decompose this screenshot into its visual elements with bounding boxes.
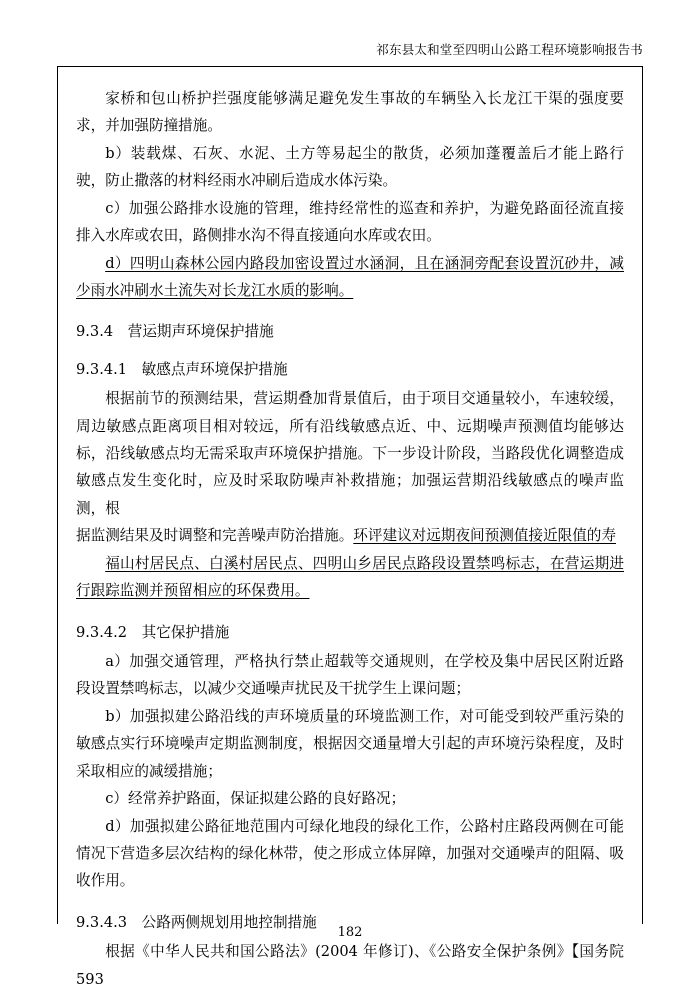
list-item-9-3-4-2-d: d）加强拟建公路征地范围内可绿化地段的绿化工作，公路村庄路段两侧在可能情况下营造多层次结构的绿化林带，使之形成立体屏障，加强对交通噪声的阻隔、吸收作用。 bbox=[76, 817, 624, 890]
heading-9-3-4-3: 9.3.4.3 公路两侧规划用地控制措施 bbox=[76, 913, 317, 931]
paragraph-continued: 家桥和包山桥护拦强度能够满足避免发生事故的车辆坠入长龙江干渠的强度要求，并加强防撞措施。 bbox=[76, 90, 624, 135]
paragraph-9-3-4-1-part2-plain: 据监测结果及时调整和完善噪声防治措施。 bbox=[76, 527, 354, 545]
list-item-b: b）装载煤、石灰、水泥、土方等易起尘的散货，必须加蓬覆盖后才能上路行驶，防止撒落的材料经雨水冲刷后造成水体污染。 bbox=[76, 144, 624, 190]
heading-9-3-4-2: 9.3.4.2 其它保护措施 bbox=[76, 623, 230, 641]
list-item-9-3-4-2-a: a）加强交通管理，严格执行禁止超载等交通规则，在学校及集中居民区附近路段设置禁鸣标志，以减少交通噪声扰民及干扰学生上课问题； bbox=[76, 653, 624, 698]
paragraph-9-3-4-1 bbox=[76, 385, 624, 604]
page-header: 祁东县太和堂至四明山公路工程环境影响报告书 bbox=[376, 42, 643, 57]
paragraph-9-3-4-1-part3-underlined: 福山村居民点、白溪村居民点、四明山乡居民点路段设置禁鸣标志，在营运期进行跟踪监测并预留相应的环保费用。 bbox=[76, 554, 624, 600]
page-content bbox=[76, 85, 624, 990]
heading-9-3-4: 9.3.4 营运期声环境保护措施 bbox=[76, 323, 274, 341]
page-footer: 182 bbox=[337, 925, 363, 940]
paragraph-9-3-4-1-part1: 根据前节的预测结果，营运期叠加背景值后，由于项目交通量较小，车速较缓，周边敏感点距离项目相对较远，所有沿线敏感点近、中、远期噪声预测值均能够达标，沿线敏感点均无需采取声环境保护措施。下一步设计阶段，当路段优化调整造成敏感点发生变化时，应及时采取防噪声补救措施；加强运营期沿线敏感点的噪声监测，根 bbox=[76, 390, 624, 517]
paragraph-9-3-4-3: 根据《中华人民共和国公路法》(2004 年修订)、《公路安全保护条例》【国务院 593 bbox=[76, 943, 624, 988]
list-item-c: c）加强公路排水设施的管理，维持经常性的巡查和养护，为避免路面径流直接排入水库或农田，路侧排水沟不得直接通向水库或农田。 bbox=[76, 199, 624, 245]
list-item-9-3-4-2-c: c）经常养护路面，保证拟建公路的良好路况； bbox=[105, 790, 406, 808]
paragraph-9-3-4-1-part2-underlined: 环评建议对远期夜间预测值接近限值的寿 bbox=[353, 527, 616, 545]
list-item-d: d）四明山森林公园内路段加密设置过水涵洞，且在涵洞旁配套设置沉砂井，减少雨水冲刷水土流失对长龙江水质的影响。 bbox=[76, 254, 624, 299]
heading-9-3-4-1: 9.3.4.1 敏感点声环境保护措施 bbox=[76, 360, 288, 378]
list-item-9-3-4-2-b: b）加强拟建公路沿线的声环境质量的环境监测工作，对可能受到较严重污染的敏感点实行环境噪声定期监测制度，根据因交通量增大引起的声环境污染程度，及时采取相应的减缓措施； bbox=[76, 707, 624, 780]
